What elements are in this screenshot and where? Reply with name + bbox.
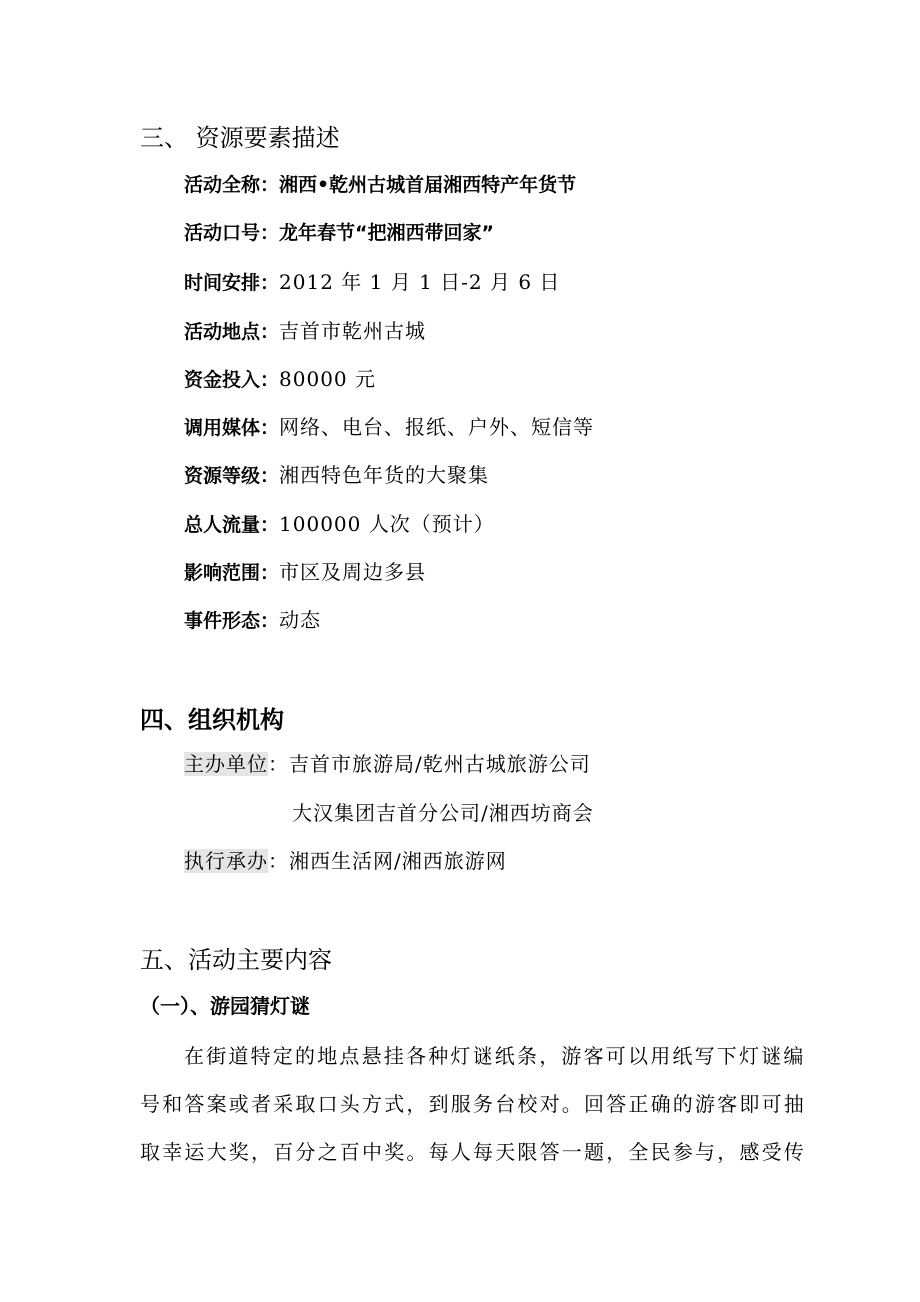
host-label: 主办单位 bbox=[184, 752, 268, 776]
item-media bbox=[184, 411, 594, 440]
item-label: 影响范围： bbox=[184, 562, 280, 584]
exec-row bbox=[184, 845, 507, 874]
item-schedule bbox=[184, 266, 560, 295]
host-row bbox=[184, 748, 591, 777]
item-label: 资金投入： bbox=[184, 369, 280, 391]
item-value: 100000 人次（预计） bbox=[279, 512, 495, 536]
subheading-lantern-riddles: （一）、游园猜灯谜 bbox=[140, 994, 310, 1018]
item-location bbox=[184, 315, 426, 344]
item-label: 资源等级： bbox=[184, 465, 280, 487]
item-resource-level bbox=[184, 459, 489, 488]
section-heading-resources: 三、 资源要素描述 bbox=[140, 124, 340, 152]
item-value: 湘西特色年货的大聚集 bbox=[279, 463, 490, 487]
item-label: 事件形态： bbox=[184, 610, 280, 632]
exec-label: 执行承办 bbox=[184, 849, 268, 873]
paragraph-line-2: 号和答案或者采取口头方式，到服务台校对。回答正确的游客即可抽 bbox=[140, 1092, 806, 1116]
exec-value: 湘西生活网/湘西旅游网 bbox=[289, 849, 507, 873]
item-value: 动态 bbox=[279, 608, 322, 632]
section-heading-activities: 五、活动主要内容 bbox=[140, 946, 332, 974]
paragraph-line-3: 取幸运大奖，百分之百中奖。每人每天限答一题，全民参与，感受传 bbox=[140, 1140, 806, 1164]
item-value: 湘西•乾州古城首届湘西特产年货节 bbox=[279, 174, 577, 196]
item-value: 80000 元 bbox=[279, 367, 376, 391]
item-value: 2012 年 1 月 1 日-2 月 6 日 bbox=[279, 270, 561, 294]
item-value: 吉首市乾州古城 bbox=[279, 319, 427, 343]
item-label: 活动全称： bbox=[184, 174, 280, 196]
item-traffic bbox=[184, 508, 495, 537]
item-funding bbox=[184, 363, 376, 392]
section-heading-organization: 四、组织机构 bbox=[140, 706, 284, 734]
item-label: 总人流量： bbox=[184, 514, 280, 536]
item-event-form bbox=[184, 604, 321, 633]
paragraph-line-1: 在街道特定的地点悬挂各种灯谜纸条，游客可以用纸写下灯谜编 bbox=[184, 1044, 806, 1068]
item-value: 市区及周边多县 bbox=[279, 560, 427, 584]
item-influence bbox=[184, 556, 426, 585]
item-slogan bbox=[184, 218, 494, 245]
item-label: 活动地点： bbox=[184, 321, 280, 343]
item-label: 活动口号： bbox=[184, 222, 280, 244]
item-label: 调用媒体： bbox=[184, 417, 280, 439]
item-label: 时间安排： bbox=[184, 272, 280, 294]
item-full-name bbox=[184, 170, 576, 197]
item-value: 网络、电台、报纸、户外、短信等 bbox=[279, 415, 595, 439]
host-colon: ： bbox=[268, 752, 289, 776]
item-value: 龙年春节“把湘西带回家” bbox=[279, 222, 494, 244]
host-value-line1: 吉首市旅游局/乾州古城旅游公司 bbox=[289, 752, 591, 776]
exec-colon: ： bbox=[268, 849, 289, 873]
host-value-line2: 大汉集团吉首分公司/湘西坊商会 bbox=[292, 801, 594, 825]
